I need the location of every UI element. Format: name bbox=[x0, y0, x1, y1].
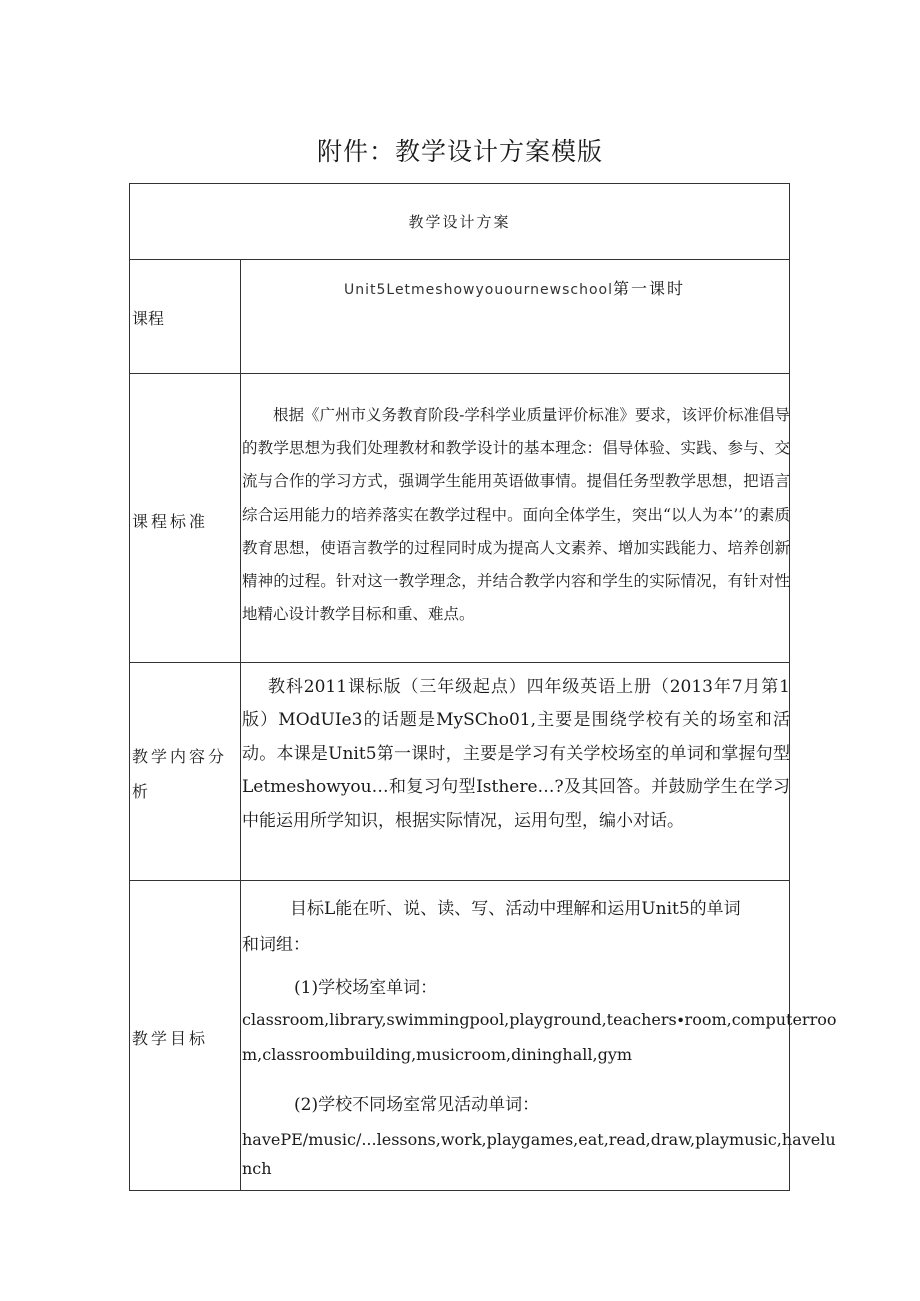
objective-sub2-words-line1: havePE∕music∕...lessons,work,playgames,eat,read,draw,playmusic,havelu bbox=[242, 1130, 836, 1149]
course-title bbox=[240, 276, 789, 299]
objectives-label: 教学目标 bbox=[132, 1029, 209, 1048]
column-divider bbox=[240, 259, 241, 1190]
row-divider bbox=[130, 662, 789, 663]
objective-sub1: (1)学校场室单词： bbox=[294, 978, 438, 998]
row-divider bbox=[130, 259, 789, 260]
standard-label: 课程标准 bbox=[132, 512, 209, 531]
standard-text: 根据《广州市义务教育阶段-学科学业质量评价标准》要求，该评价标准倡导的教学思想为我们处理教材和教学设计的基本理念：倡导体验、实践、参与、交流与合作的学习方式，强调学生能用英语做事情。提倡任务型教学思想，把语言综合运用能力的培养落实在教学过程中。面向全体学生，突出“以人为本’’的素质教育思想，使语言教学的过程同时成为提高人文素养、增加实践能力、培养创新精神的过程。针对这一教学理念，并结合教学内容和学生的实际情况，有针对性地精心设计教学目标和重、难点。 bbox=[242, 406, 790, 624]
objective-sub1-words-line1: classroom,library,swimmingpool,playground,teachers∙room,computerroo bbox=[242, 1010, 837, 1029]
objective-intro-line2: 和词组： bbox=[242, 935, 310, 955]
page-title: 附件：教学设计方案模版 bbox=[316, 137, 603, 166]
lesson-plan-table bbox=[129, 183, 837, 1191]
content-label bbox=[132, 744, 238, 802]
content-cell bbox=[242, 671, 790, 838]
content-label-line2: 析 bbox=[132, 782, 152, 801]
content-text: 教科2011课标版（三年级起点）四年级英语上册（2013年7月第1版）MOdUIe3的话题是MySCho01,主要是围绕学校有关的场室和活动。本课是Unit5第一课时，主要是学习有关学校场室的单词和掌握句型Letmeshowyou…和复习句型Isthere…?及其回答。并鼓励学生在学习中能运用所学知识，根据实际情况，运用句型，编小对话。 bbox=[242, 677, 790, 831]
table-header: 教学设计方案 bbox=[408, 213, 511, 231]
course-unit: Unit5Letmeshowyouournewschool bbox=[343, 282, 613, 298]
objective-intro-line1: 目标L能在听、说、读、写、活动中理解和运用Unit5的单词 bbox=[290, 899, 741, 919]
row-divider bbox=[130, 373, 789, 374]
content-label-line1: 教学内容分 bbox=[132, 747, 228, 766]
objectives-cell bbox=[242, 880, 837, 1190]
course-lesson: 第一课时 bbox=[612, 279, 685, 298]
course-label: 课程 bbox=[132, 309, 165, 328]
objective-sub2-words-line2: nch bbox=[242, 1159, 272, 1178]
objective-sub1-words-line2: m,classroombuilding,musicroom,dininghall,gym bbox=[242, 1045, 633, 1064]
standard-cell bbox=[242, 399, 790, 631]
objective-sub2: (2)学校不同场室常见活动单词： bbox=[294, 1095, 540, 1115]
